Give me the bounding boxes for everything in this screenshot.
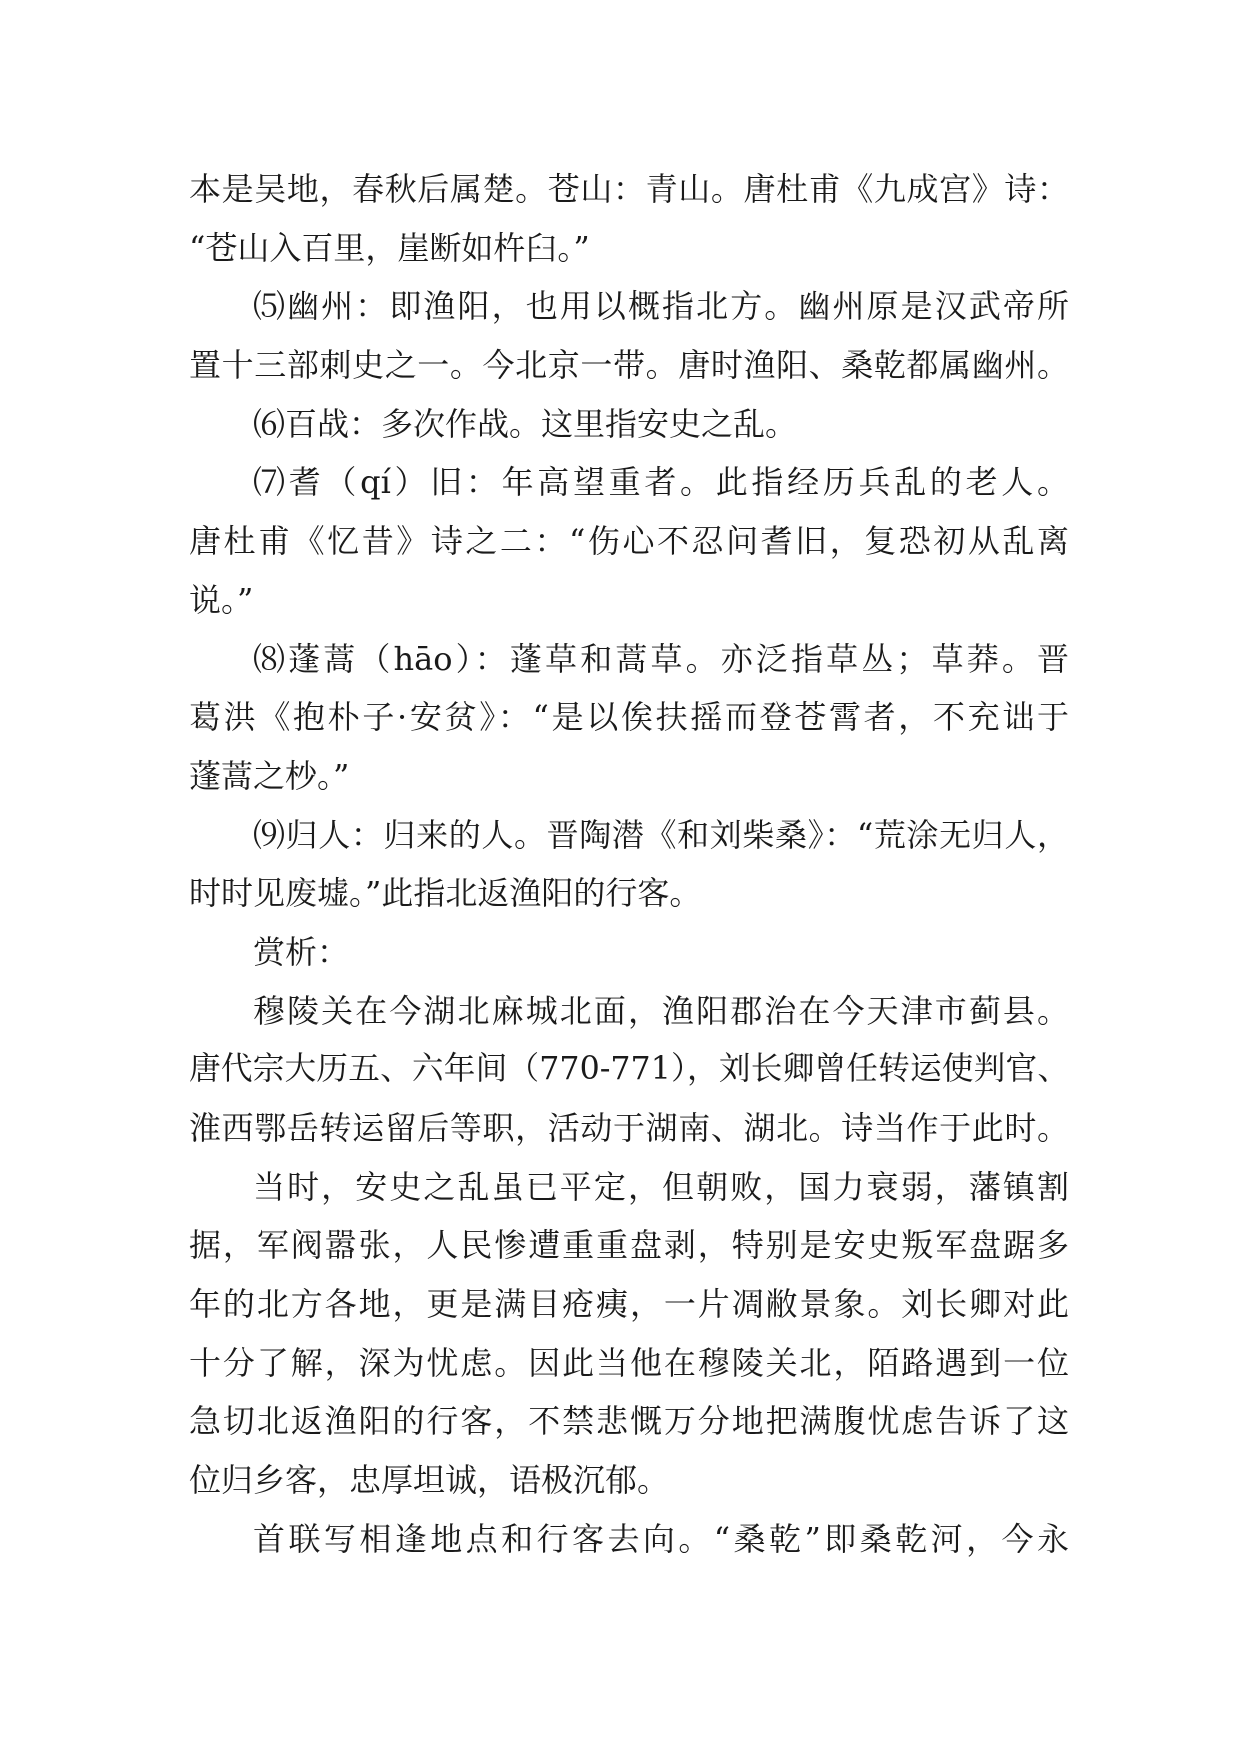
document-body xyxy=(189,160,1069,1569)
text-line: 急切北返渔阳的行客，不禁悲慨万分地把满腹忧虑告诉了这 xyxy=(189,1402,1069,1441)
text-line: 蓬蒿之杪。” xyxy=(189,756,350,795)
paragraph-first-line: 当时，安史之乱虽已平定，但朝败，国力衰弱，藩镇割 xyxy=(253,1167,1069,1206)
text-line: 置十三部刺史之一。今北京一带。唐时渔阳、桑乾都属幽州。 xyxy=(189,346,1069,385)
text-line: 唐杜甫《忆昔》诗之二：“伤心不忍问耆旧，复恐初从乱离 xyxy=(189,522,1069,561)
text-line: 十分了解，深为忧虑。因此当他在穆陵关北，陌路遇到一位 xyxy=(189,1343,1069,1382)
paragraph-first-line: ⑸幽州：即渔阳，也用以概指北方。幽州原是汉武帝所 xyxy=(253,287,1069,326)
paragraph-first-line: ⑺耆（qí）旧：年高望重者。此指经历兵乱的老人。 xyxy=(253,463,1069,502)
text-line: 据，军阀嚣张，人民惨遭重重盘剥，特别是安史叛军盘踞多 xyxy=(189,1226,1069,1265)
text-line: 位归乡客，忠厚坦诚，语极沉郁。 xyxy=(189,1461,670,1500)
paragraph-first-line: 穆陵关在今湖北麻城北面，渔阳郡治在今天津市蓟县。 xyxy=(253,991,1069,1030)
text-line: 淮西鄂岳转运留后等职，活动于湖南、湖北。诗当作于此时。 xyxy=(189,1109,1069,1147)
text-line: 葛洪《抱朴子·安贫》：“是以俟扶摇而登苍霄者，不充诎于 xyxy=(189,698,1069,737)
text-line: 本是吴地，春秋后属楚。苍山：青山。唐杜甫《九成宫》诗： xyxy=(189,170,1069,208)
text-line: 说。” xyxy=(189,580,254,619)
text-line: 时时见废墟。”此指北返渔阳的行客。 xyxy=(189,874,702,913)
text-line: 唐代宗大历五、六年间（770-771），刘长卿曾任转运使判官、 xyxy=(189,1051,1069,1088)
paragraph-first-line: ⑻蓬蒿（hāo）：蓬草和蒿草。亦泛指草丛；草莽。晋 xyxy=(253,639,1069,678)
paragraph-first-line: ⑹百战：多次作战。这里指安史之乱。 xyxy=(253,404,798,443)
text-line: “苍山入百里，崖断如杵臼。” xyxy=(189,228,590,267)
paragraph-first-line: 首联写相逢地点和行客去向。“桑乾”即桑乾河，今永 xyxy=(253,1519,1069,1558)
paragraph-first-line: 赏析： xyxy=(253,932,350,971)
paragraph-first-line: ⑼归人：归来的人。晋陶潜《和刘柴桑》：“荒涂无归人， xyxy=(253,815,1069,854)
text-line: 年的北方各地，更是满目疮痍，一片凋敝景象。刘长卿对此 xyxy=(189,1285,1069,1324)
